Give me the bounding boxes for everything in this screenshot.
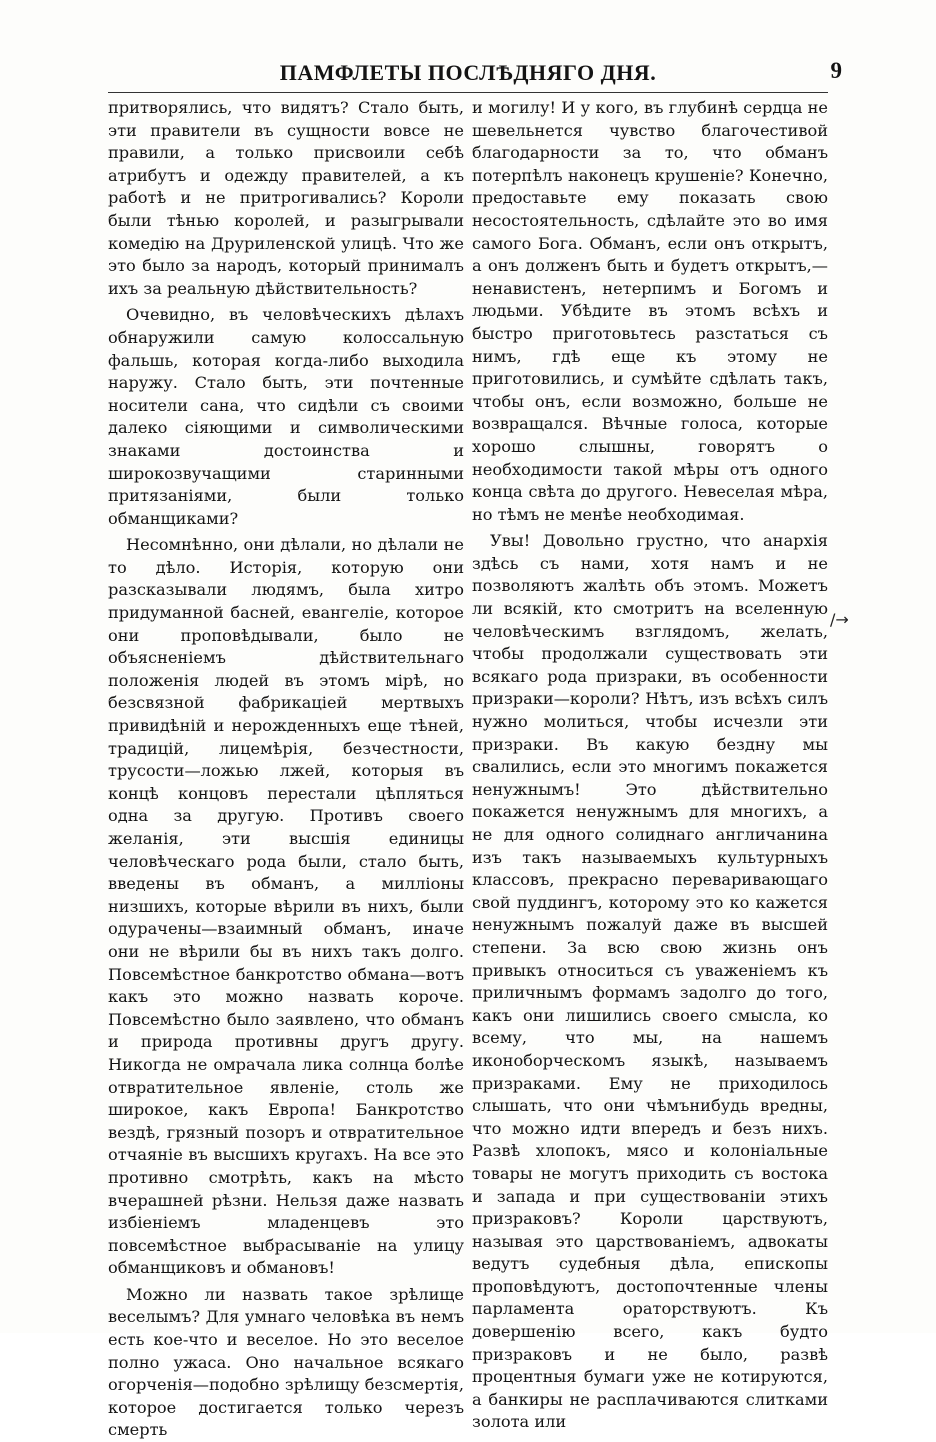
- left-paragraph-3: Несомнѣнно, они дѣлали, но дѣлали не то дѣло. Исторія, которую они разсказывали людямъ, была хитро придуманной басней, евангеліе, которое они проповѣдывали, было не объясненіемъ дѣйствительнаго положенія людей въ этомъ мірѣ, но безсвязной фабрикаціей мертвыхъ привидѣній и нерожденныхъ еще тѣней, традицій, лицемѣрія, безчестности, трусости—ложью лжей, которыя въ концѣ концовъ перестали цѣпляться одна за другую. Противъ своего желанія, эти высшія единицы человѣческаго рода были, стало быть, введены въ обманъ, а милліоны низшихъ, которые вѣрили въ нихъ, были одурачены—взаимный обманъ, иначе они не вѣрили бы въ нихъ такъ долго. Повсемѣстное банкротство обмана—вотъ какъ это можно назвать короче. Повсемѣстно было заявлено, что обманъ и природа противны другъ другу. Никогда не омрачала лика солнца болѣе отвратительное явленіе, столь же широкое, какъ Европа! Банкротство вездѣ, грязный позоръ и отвратительное отчаяніе въ высшихъ кругахъ. На все это противно смотрѣть, какъ на мѣсто вчерашней рѣзни. Нельзя даже назвать избіеніемъ младенцевъ это повсемѣстное выбрасываніе на улицу обманщиковъ и обмановъ!: [108, 535, 464, 1278]
- header-rule: [108, 92, 828, 93]
- left-column: [108, 97, 464, 1440]
- right-paragraph-1: и могилу! И у кого, въ глубинѣ сердца не шевельнется чувство благочестивой благодарности за то, что обманъ потерпѣлъ наконецъ крушеніе? Конечно, предоставьте ему показать свою несостоятельность, сдѣлайте это во имя самого Бога. Обманъ, если онъ открытъ, а онъ долженъ быть и будетъ открытъ,—ненавистенъ, нетерпимъ и Богомъ и людьми. Убѣдите въ этомъ всѣхъ и быстро приготовьтесь разстаться съ нимъ, гдѣ еще къ этому не приготовились, и сумѣйте сдѣлать такъ, чтобы онъ, если возможно, больше не возвращался. Вѣчные голоса, которые хорошо слышны, говорятъ о необходимости такой мѣры отъ одного конца свѣта до другого. Невеселая мѣра, но тѣмъ не менѣе необходимая.: [472, 98, 828, 524]
- right-column: [472, 97, 828, 1432]
- right-paragraph-2: Увы! Довольно грустно, что анархія здѣсь съ нами, хотя намъ и не позволяютъ жалѣть объ этомъ. Можетъ ли всякій, кто смотритъ на вселенную человѣческимъ взглядомъ, желать, чтобы продолжали существовать эти всякаго рода призраки, въ особенности призраки—короли? Нѣтъ, изъ всѣхъ силъ нужно молиться, чтобы исчезли эти призраки. Въ какую бездну мы свалились, если это многимъ покажется ненужнымъ! Это дѣйствительно покажется ненужнымъ для многихъ, а не для одного солиднаго англичанина изъ такъ называемыхъ культурныхъ классовъ, прекрасно переваривающаго свой пуддингъ, которому это ко кажется ненужнымъ пожалуй даже въ высшей степени. За всю свою жизнь онъ привыкъ относиться съ уваженіемъ къ приличнымъ формамъ задолго до того, какъ они лишились своего смысла, ко всему, что мы, на нашемъ иконоборческомъ языкѣ, называемъ призраками. Ему не приходилось слышать, что они чѣмънибудь вредны, что можно идти впередъ и безъ нихъ. Развѣ хлопокъ, мясо и колоніальные товары не могутъ приходить съ востока и запада и при существованіи этихъ призраковъ? Короли царствуютъ, называя это царствованіемъ, адвокаты ведутъ судебныя дѣла, епископы проповѣдуютъ, достопочтенные члены парламента ораторствуютъ. Къ довершенію всего, какъ будто призраковъ и не было, развѣ процентныя бумаги уже не котируются, а банкиры не расплачиваются слитками золота или: [472, 531, 828, 1432]
- left-paragraph-2: Очевидно, въ человѣческихъ дѣлахъ обнаружили самую колоссальную фальшь, которая когда-либо выходила наружу. Стало быть, эти почтенные носители сана, что сидѣли съ своими далеко сіяющими и символическими знаками достоинства и широкозвучащими старинными притязаніями, были только обманщиками?: [108, 305, 464, 528]
- left-paragraph-1: притворялись, что видятъ? Стало быть, эти правители въ сущности вовсе не правили, а только присвоили себѣ атрибутъ и одежду правителей, а къ работѣ и не притрогивались? Короли были тѣнью королей, и разыгрывали комедію на Друриленской улицѣ. Что же это было за народъ, который принималъ ихъ за реальную дѣйствительность?: [108, 98, 464, 298]
- page-number: 9: [830, 58, 842, 83]
- left-paragraph-4: Можно ли назвать такое зрѣлище веселымъ? Для умнаго человѣка въ немъ есть кое-что и веселое. Но это веселое полно ужаса. Оно начальное всякаго огорченія—подобно зрѣлищу безсмертія, которое достигается только черезъ смерть: [108, 1284, 464, 1440]
- running-title: ПАМФЛЕТЫ ПОСЛѢДНЯГО ДНЯ.: [279, 60, 657, 85]
- margin-correction-mark: /→: [830, 610, 849, 629]
